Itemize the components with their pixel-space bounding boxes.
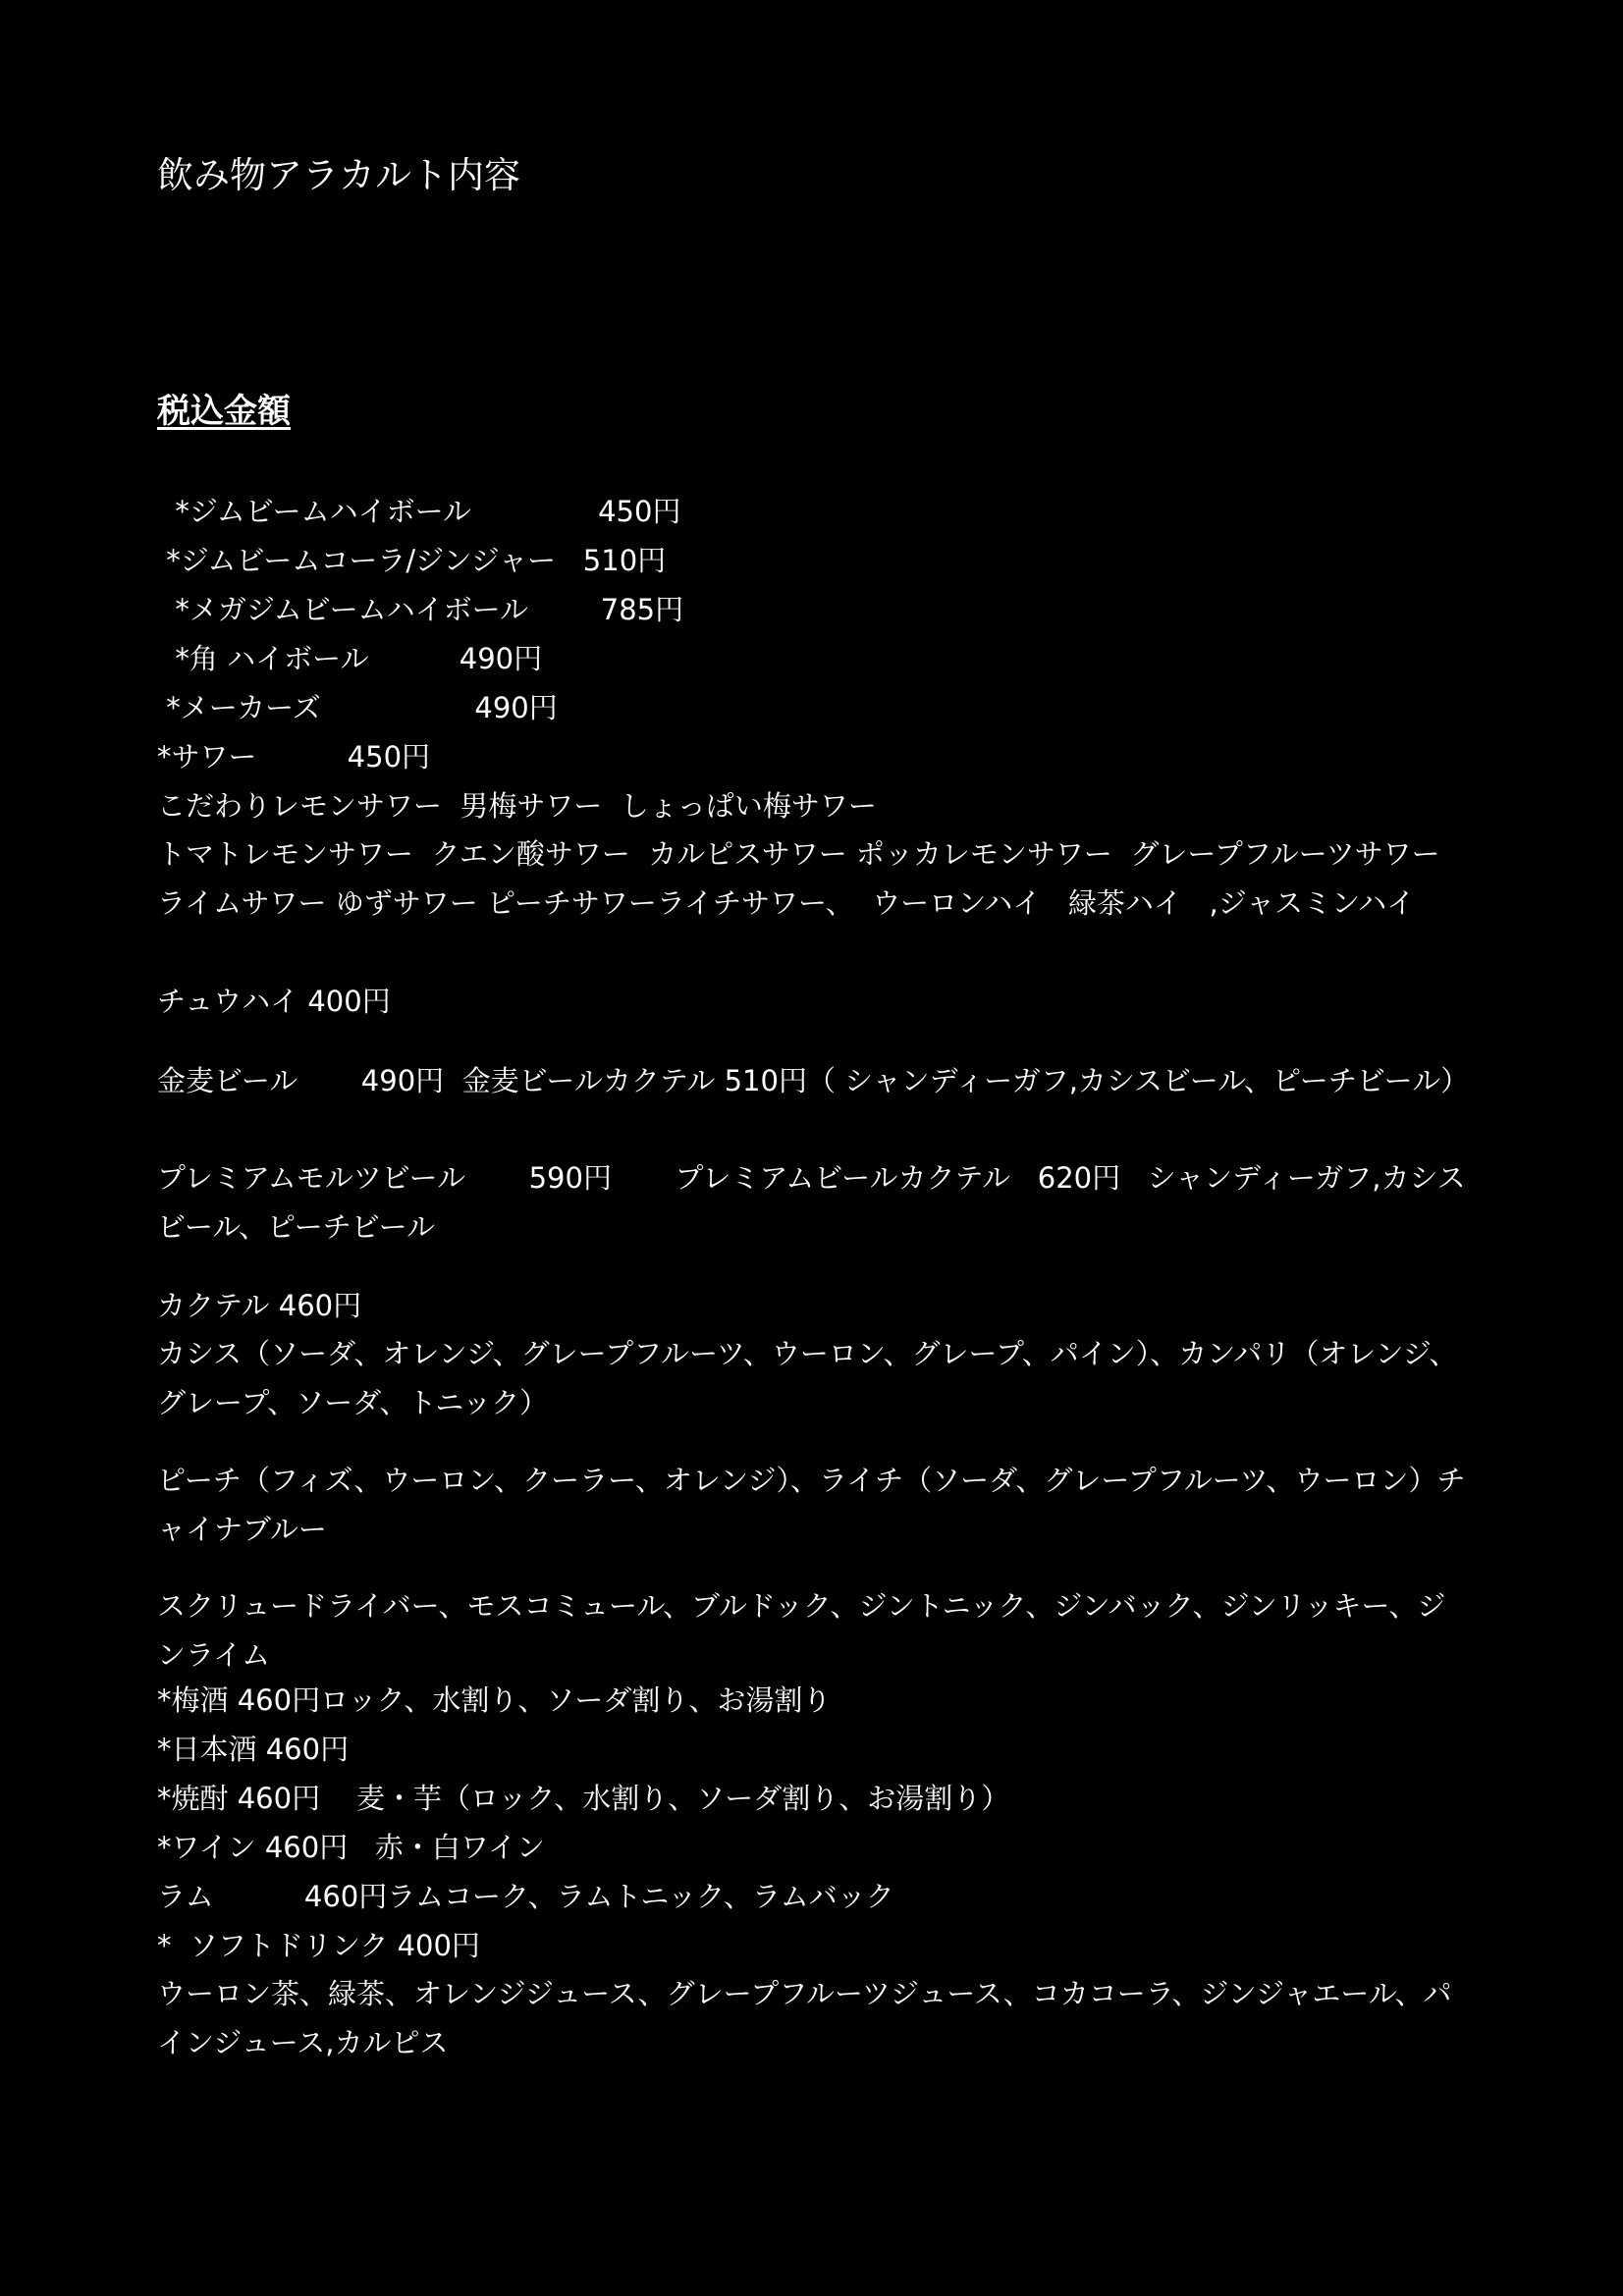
menu-line-cocktail: カクテル 460円	[157, 1289, 362, 1322]
menu-line-umeshu: *梅酒 460円ロック、水割り、ソーダ割り、お湯割り	[157, 1683, 832, 1717]
menu-line-mega-jimbeam: *メガジムビームハイボール 785円	[157, 593, 684, 626]
section-heading-tax-included: 税込金額	[157, 392, 291, 431]
menu-line-sour-types-2: トマトレモンサワー クエン酸サワー カルピスサワー ポッカレモンサワー グレープフルーツサワー ライムサワー ゆずサワー ピーチサワーライチサワー、 ウーロンハイ 緑茶ハイ ,ジャスミンハイ	[157, 837, 1449, 920]
menu-line-peach-lychee: ピーチ（フィズ、ウーロン、クーラー、オレンジ）、ライチ（ソーダ、グレープフルーツ、ウーロン）チャイナブルー	[157, 1464, 1466, 1546]
menu-line-rum: ラム 460円ラムコーク、ラムトニック、ラムバック	[157, 1880, 894, 1913]
menu-line-jimbeam-cola-ginger: *ジムビームコーラ/ジンジャー 510円	[157, 544, 667, 577]
menu-line-shochu: *焼酎 460円 麦・芋（ロック、水割り、ソーダ割り、お湯割り）	[157, 1782, 1010, 1815]
menu-line-sake: *日本酒 460円	[157, 1733, 350, 1766]
menu-line-sour: *サワー 450円	[157, 740, 431, 774]
menu-line-vodka-gin-cocktails: スクリュードライバー、モスコミュール、ブルドック、ジントニック、ジンバック、ジンリッキー、ジンライム	[157, 1589, 1446, 1672]
menu-line-makers: *メーカーズ 490円	[157, 691, 558, 724]
menu-line-soft-drink: * ソフトドリンク 400円	[157, 1929, 480, 1962]
menu-line-jimbeam-highball: *ジムビームハイボール 450円	[157, 495, 681, 528]
menu-line-wine: *ワイン 460円 赤・白ワイン	[157, 1831, 545, 1864]
menu-line-chuhai: チュウハイ 400円	[157, 985, 391, 1018]
menu-line-cassis-campari: カシス（ソーダ、オレンジ、グレープフルーツ、ウーロン、グレープ、パイン）、カンパリ（オレンジ、グレープ、ソーダ、トニック）	[157, 1337, 1458, 1419]
menu-line-kaku-highball: *角 ハイボール 490円	[157, 642, 543, 675]
menu-line-premium-malts: プレミアムモルツビール 590円 プレミアムビールカクテル 620円 シャンディーガフ,カシスビール、ピーチビール	[157, 1161, 1466, 1244]
menu-line-soft-drink-list: ウーロン茶、緑茶、オレンジジュース、グレープフルーツジュース、コカコーラ、ジンジャエール、パインジュース,カルピス	[157, 1977, 1452, 2059]
menu-line-sour-types-1: こだわりレモンサワー 男梅サワー しょっぱい梅サワー	[157, 789, 877, 823]
document-title: 飲み物アラカルト内容	[157, 154, 520, 196]
menu-line-kinmugi-beer: 金麦ビール 490円 金麦ビールカクテル 510円（ シャンディーガフ,カシスビール、ピーチビール）	[157, 1064, 1470, 1097]
